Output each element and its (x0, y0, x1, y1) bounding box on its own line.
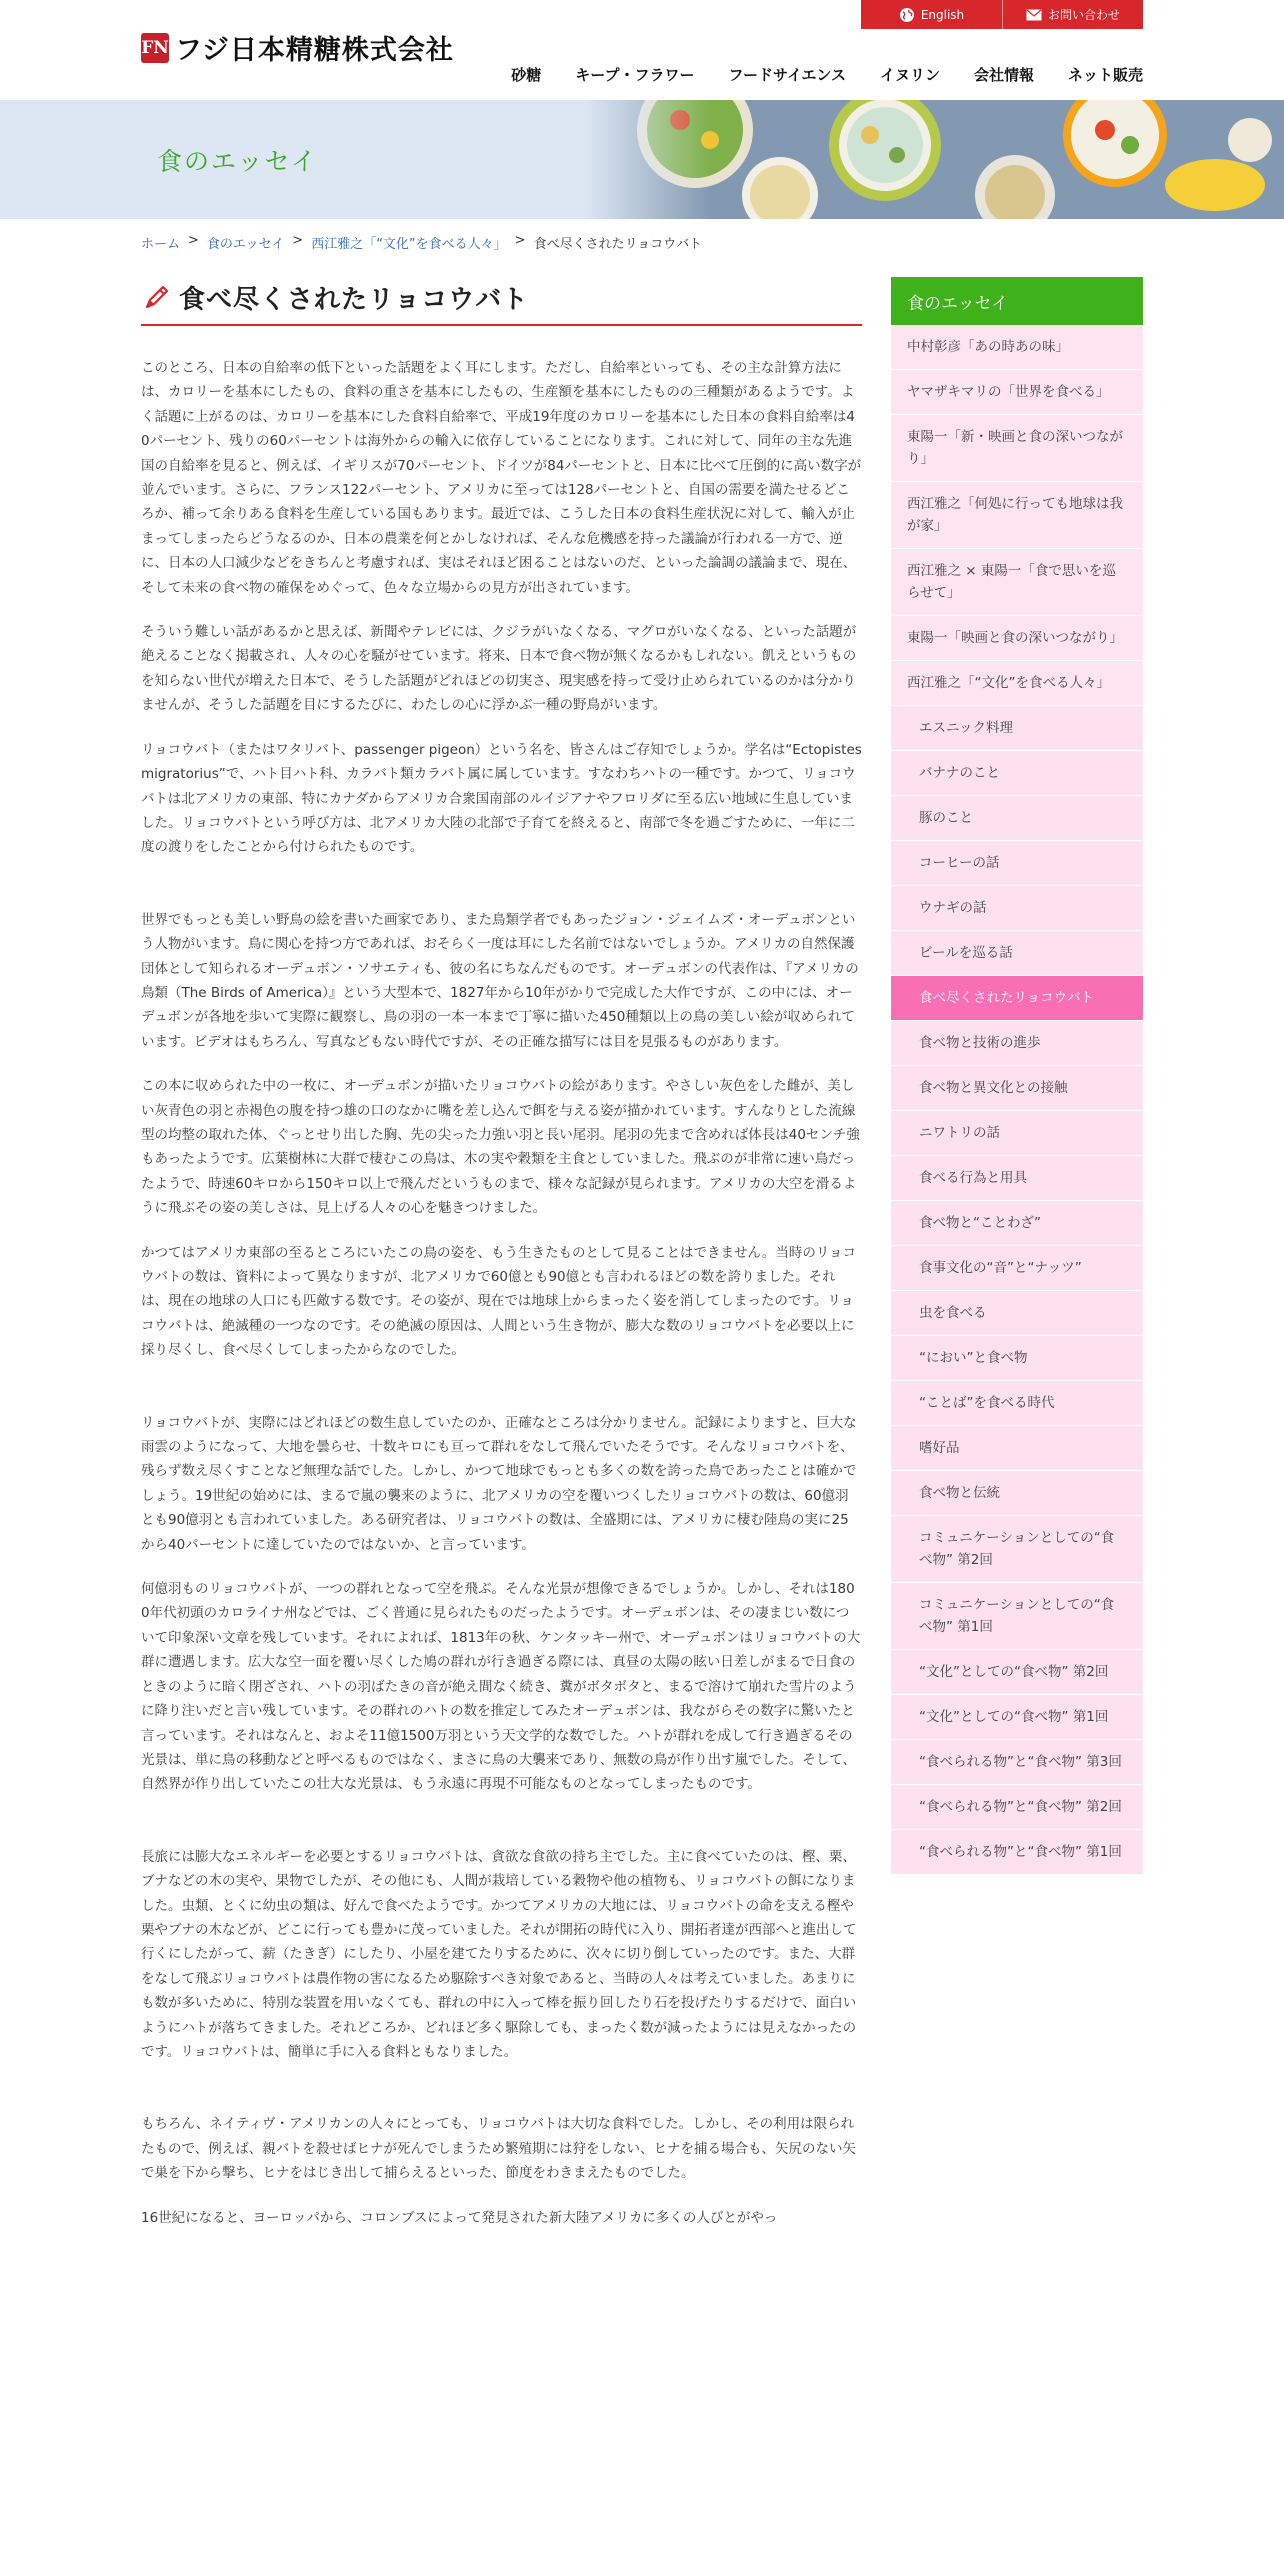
article-paragraph: 世界でもっとも美しい野鳥の絵を書いた画家であり、また鳥類学者でもあったジョン・ジェイムズ・オーデュボンという人物がいます。鳥に関心を持つ方であれば、おそらく一度は耳にした名前ではないでしょうか。アメリカの自然保護団体として知られるオーデュボン・ソサエティも、彼の名にちなんだものです。オーデュボンの代表作は、『アメリカの鳥類（The Birds of America）』という大型本で、1827年から10年がかりで完成した大作ですが、この中には、オーデュボンが各地を歩いて実際に観察し、鳥の羽の一本一本まで丁寧に描いた450種類以上の鳥の美しい絵が収められています。ビデオはもちろん、写真などもない時代ですが、その正確な描写には目を見張るものがあります。 (141, 911, 859, 1050)
article-paragraph: リョコウバト（またはワタリバト、passenger pigeon）という名を、皆さんはご存知でしょうか。学名は“Ectopistes migratorius”で、ハト目ハト科、カラバト類カラバト属に属しています。すなわちハトの一種です。かつて、リョコウバトは北アメリカの東部、特にカナダからアメリカ合衆国南部のルイジアナやフロリダに至る広い地域に生息していました。リョコウバトという呼び方は、北アメリカ大陸の北部で子育てを終えると、南部で冬を過ごすために、一年に二度の渡りをしたことから付けられたものです。 (141, 741, 862, 856)
banner-title: 食のエッセイ (157, 147, 318, 176)
sidebar-subitem[interactable]: コーヒーの話 (891, 841, 1143, 886)
sidebar-subitem[interactable]: “ことば”を食べる時代 (891, 1381, 1143, 1426)
breadcrumb-series[interactable]: 西江雅之「“文化”を食べる人々」 (311, 237, 507, 252)
breadcrumb (141, 233, 702, 252)
contact-label: お問い合わせ (1047, 8, 1120, 22)
nav-keep-flour[interactable]: キープ・フラワー (575, 66, 695, 84)
sidebar-subitem[interactable]: “食べられる物”と“食べ物” 第1回 (891, 1830, 1143, 1875)
breadcrumb-separator: > (188, 233, 199, 248)
sidebar-subitem[interactable]: コミュニケーションとしての“食べ物” 第1回 (891, 1583, 1143, 1650)
article-paragraph: リョコウバトが、実際にはどれほどの数生息していたのか、正確なところは分かりません。記録によりますと、巨大な雨雲のようになって、大地を曇らせ、十数キロにも亘って群れをなして飛んでいたそうです。そんなリョコウバトを、残らず数え尽くすことなど無理な話でした。しかし、かつて地球でもっとも多くの数を誇った鳥であったことは確かでしょう。19世紀の始めには、まるで嵐の襲来のように、北アメリカの空を覆いつくしたリョコウバトの数は、60億羽とも90億羽とも言われていました。ある研究者は、リョコウバトの数は、全盛期には、アメリカに棲む陸鳥の実に25から40パーセントに達していたのではないか、と言っています。 (141, 1414, 857, 1553)
sidebar-subitem[interactable]: “食べられる物”と“食べ物” 第3回 (891, 1740, 1143, 1785)
nav-company[interactable]: 会社情報 (973, 66, 1034, 84)
mail-icon (1026, 9, 1042, 21)
globe-icon (899, 7, 915, 23)
sidebar-subitem[interactable]: 豚のこと (891, 796, 1143, 841)
sidebar-item[interactable]: ヤマザキマリの「世界を食べる」 (891, 370, 1143, 415)
sidebar-subitem[interactable]: ビールを巡る話 (891, 931, 1143, 976)
sidebar-item[interactable]: 中村彰彦「あの時あの味」 (891, 325, 1143, 370)
sidebar-item[interactable]: 西江雅之「“文化”を食べる人々」 (891, 661, 1143, 706)
sidebar-subitem[interactable]: “食べられる物”と“食べ物” 第2回 (891, 1785, 1143, 1830)
sidebar-subitem[interactable]: エスニック料理 (891, 706, 1143, 751)
sidebar-subitem[interactable]: “文化”としての“食べ物” 第2回 (891, 1650, 1143, 1695)
sidebar-subitem[interactable]: “におい”と食べ物 (891, 1336, 1143, 1381)
sidebar-subitem[interactable]: バナナのこと (891, 751, 1143, 796)
english-link[interactable] (861, 0, 1002, 29)
nav-food-science[interactable]: フードサイエンス (728, 66, 846, 84)
main-content (141, 279, 862, 2250)
page-banner (0, 100, 1284, 219)
breadcrumb-essay[interactable]: 食のエッセイ (206, 237, 285, 252)
sidebar-item[interactable]: 東陽一「新・映画と食の深いつながり」 (891, 415, 1143, 482)
article-paragraph: そういう難しい話があるかと思えば、新聞やテレビには、クジラがいなくなる、マグロがいなくなる、といった話題が絶えることなく掲載され、人々の心を騒がせています。将来、日本で食べ物が無くなるかもしれない。飢えというものを知らない世代が増えた日本で、そうした話題がどれほどの切実さ、現実感を持って受け止められているのかは分かりませんが、そうした話題を目にするたびに、わたしの心に浮かぶ一種の野鳥がいます。 (141, 624, 857, 714)
article-paragraph: 長旅には膨大なエネルギーを必要とするリョコウバトは、貪欲な食欲の持ち主でした。主に食べていたのは、樫、栗、ブナなどの木の実や、果物でしたが、その他にも、人間が栽培している穀物や他の植物も、リョコウバトの餌になりました。虫類、とくに幼虫の類は、好んで食べたようです。かつてアメリカの大地には、リョコウバトの命を支える樫や栗やブナの木などが、どこに行っても豊かに茂っていました。それが開拓の時代に入り、開拓者達が西部へと進出して行くにしたがって、薪（たきぎ）にしたり、小屋を建てたりするために、次々に切り倒していったのです。また、大群をなして飛ぶリョコウバトは農作物の害になるため駆除すべき対象であると、当時の人々は考えていました。あまりにも数が多いために、特別な装置を用いなくても、群れの中に入って棒を振り回したり石を投げたりするだけで、面白いようにハトが落ちてきました。それどころか、どれほど多く駆除しても、まったく数が減ったようには見えなかったのです。リョコウバトは、簡単に手に入る食料ともなりました。 (141, 1848, 857, 2060)
article-paragraph: このところ、日本の自給率の低下といった話題をよく耳にします。ただし、自給率といっても、その主な計算方法には、カロリーを基本にしたもの、食料の重さを基本にしたもの、生産額を基本にしたものの三種類があるようです。よく話題に上がるのは、カロリーを基本にした食料自給率で、平成19年度のカロリーを基本にした日本の食料自給率は40パーセント、残りの60パーセントは海外からの輸入に依存していることになります。これに対して、同年の主な先進国の自給率を見ると、例えば、イギリスが70パーセント、ドイツが84パーセントと、日本に比べて圧倒的に高い数字が並んでいます。さらに、フランス122パーセント、アメリカに至っては128パーセントと、自国の需要を満たせるどころか、補って余りある食料を生産している国もあります。最近では、こうした日本の食料生産状況に対して、輸入が止まってしまったらどうなるのか、日本の農業を何とかしなければ、そんな危機感を持った議論が行われる一方で、逆に、日本の人口減少などをきちんと考慮すれば、実はそれほど困ることはないのだ、といった論調の議論まで、現在、そして未来の食べ物の確保をめぐって、色々な立場からの見方が出されています。 (141, 360, 862, 596)
global-nav (477, 64, 1143, 85)
sidebar (891, 277, 1143, 1875)
sidebar-item[interactable]: 東陽一「映画と食の深いつながり」 (891, 616, 1143, 661)
sidebar-subitem[interactable]: 虫を食べる (891, 1291, 1143, 1336)
logo-text: フジ日本精糖株式会社 (175, 35, 454, 66)
site-header (0, 0, 1284, 100)
article-paragraph: かつてはアメリカ東部の至るところにいたこの鳥の姿を、もう生きたものとして見ることはできません。当時のリョコウバトの数は、資料によって異なりますが、北アメリカで60億とも90億とも言われるほどの数を誇りました。それは、現在の地球の人口にも匹敵する数です。その姿が、現在では地球上からまったく姿を消してしまったのです。リョコウバトは、絶滅種の一つなのです。その絶滅の原因は、人間という生き物が、膨大な数のリョコウバトを必要以上に採り尽くし、食べ尽くしてしまったからなのでした。 (141, 1244, 856, 1359)
sidebar-subitem[interactable]: 食べる行為と用具 (891, 1156, 1143, 1201)
sidebar-subitem[interactable]: 嗜好品 (891, 1426, 1143, 1471)
page-title-bar (141, 279, 862, 326)
article-paragraph: もちろん、ネイティヴ・アメリカンの人々にとっても、リョコウバトは大切な食料でした。しかし、その利用は限られたもので、例えば、親バトを殺せばヒナが死んでしまうため繁殖期には狩をしない、ヒナを捕る場合も、矢尻のない矢で巣を下から撃ち、ヒナをはじき出して捕らえるといった、節度をわきまえたものでした。 (141, 2116, 856, 2182)
nav-online-shop[interactable]: ネット販売 (1067, 66, 1143, 84)
utility-bar (861, 0, 1143, 29)
breadcrumb-current: 食べ尽くされたリョコウバト (533, 237, 702, 252)
sidebar-subitem[interactable]: 食べ物と“ことわざ” (891, 1201, 1143, 1246)
sidebar-heading: 食のエッセイ (891, 277, 1143, 325)
breadcrumb-home[interactable]: ホーム (141, 237, 181, 252)
article-paragraph: 16世紀になると、ヨーロッパから、コロンブスによって発見された新大陸アメリカに多くの人びとがやっ (141, 2209, 778, 2226)
logo-mark: FN (141, 33, 169, 63)
site-logo[interactable] (141, 28, 454, 67)
sidebar-subitem[interactable]: ニワトリの話 (891, 1111, 1143, 1156)
sidebar-subitem[interactable]: コミュニケーションとしての“食べ物” 第2回 (891, 1516, 1143, 1583)
pen-icon (141, 283, 171, 313)
nav-inulin[interactable]: イヌリン (879, 66, 940, 84)
sidebar-subitem[interactable]: 食べ物と技術の進歩 (891, 1021, 1143, 1066)
breadcrumb-separator: > (292, 233, 304, 248)
nav-sugar[interactable]: 砂糖 (511, 66, 542, 84)
sidebar-subitem-active[interactable]: 食べ尽くされたリョコウバト (891, 976, 1143, 1021)
sidebar-list (891, 325, 1143, 1875)
article-paragraph: 何億羽ものリョコウバトが、一つの群れとなって空を飛ぶ。そんな光景が想像できるでしょうか。しかし、それは1800年代初頭のカロライナ州などでは、ごく普通に見られたものだったようです。オーデュボンは、その凄まじい数について印象深い文章を残しています。それによれば、1813年の秋、ケンタッキー州で、オーデュボンはリョコウバトの大群に遭遇します。広大な空一面を覆い尽くした鳩の群れが行き過ぎる際には、真昼の太陽の眩い日差しがまるで日食のときのように暗く閉ざされ、ハトの羽ばたきの音が絶え間なく続き、糞がボタボタと、まるで溶けて崩れた雪片のように降り注いだと言い残しています。その群れのハトの数を推定してみたオーデュボンは、我ながらその数字に驚いたと言っています。それはなんと、およそ11億1500万羽という天文学的な数でした。ハトが群れを成して行き過ぎるその光景は、単に鳥の移動などと呼べるものではなく、まさに鳥の大襲来であり、無数の鳥が作り出す嵐でした。そして、自然界が作り出していたこの壮大な光景は、もう永遠に再現不可能なものとなってしまったものです。 (141, 1581, 861, 1793)
page-title: 食べ尽くされたリョコウバト (179, 285, 529, 315)
food-photo (585, 100, 1284, 219)
article-paragraph: この本に収められた中の一枚に、オーデュボンが描いたリョコウバトの絵があります。やさしい灰色をした雌が、美しい灰青色の羽と赤褐色の腹を持つ雄の口のなかに嘴を差し込んで餌を与える姿が描かれています。すんなりとした流線型の均整の取れた体、ぐっとせり出した胸、先の尖った力強い羽と長い尾羽。尾羽の先まで含めれば体長は40センチ強もあったようです。広葉樹林に大群で棲むこの鳥は、木の実や穀類を主食としていました。飛ぶのが非常に速い鳥だったようで、時速60キロから150キロ以上で飛んだというものまで、様々な記録が見られます。アメリカの大空を滑るように飛ぶその姿の美しさは、見上げる人々の心を魅きつけました。 (141, 1078, 860, 1217)
sidebar-subitem[interactable]: 食べ物と伝統 (891, 1471, 1143, 1516)
article-body (141, 356, 862, 2230)
contact-link[interactable] (1002, 0, 1143, 29)
sidebar-item[interactable]: 西江雅之 × 東陽一「食で思いを巡らせて」 (891, 549, 1143, 616)
sidebar-subitem[interactable]: 食べ物と異文化との接触 (891, 1066, 1143, 1111)
sidebar-subitem[interactable]: ウナギの話 (891, 886, 1143, 931)
breadcrumb-separator: > (514, 233, 526, 248)
sidebar-subitem[interactable]: “文化”としての“食べ物” 第1回 (891, 1695, 1143, 1740)
english-label: English (920, 7, 965, 22)
sidebar-item[interactable]: 西江雅之「何処に行っても地球は我が家」 (891, 482, 1143, 549)
sidebar-subitem[interactable]: 食事文化の“音”と“ナッツ” (891, 1246, 1143, 1291)
